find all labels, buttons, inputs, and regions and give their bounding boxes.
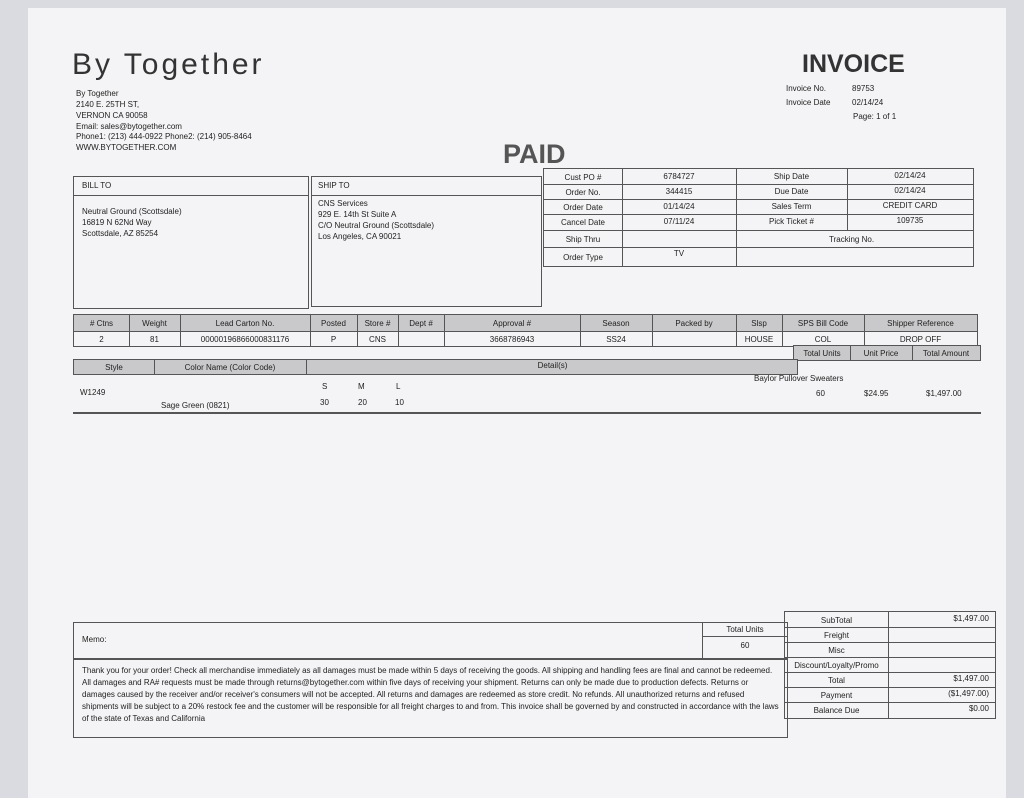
weight-label: Weight [142, 319, 167, 328]
sales-term-label: Sales Term [771, 202, 812, 211]
cancel-date-value: 07/11/24 [663, 217, 695, 226]
qty-m: 20 [358, 398, 367, 407]
order-info-grid [543, 168, 974, 267]
ship-to-line-2: 929 E. 14th St Suite A [318, 210, 397, 219]
order-date-label: Order Date [563, 203, 603, 212]
order-no-label: Order No. [565, 188, 601, 197]
sales-term-value: CREDIT CARD [882, 201, 938, 210]
company-address2: VERNON CA 90058 [76, 111, 148, 120]
bill-to-label: BILL TO [82, 181, 112, 190]
posted-value: P [330, 335, 337, 344]
balance-due-value: $0.00 [968, 704, 989, 713]
bill-to-line-2: 16819 N 62Nd Way [82, 218, 152, 227]
lead-carton-value: 00000196866000831176 [200, 335, 290, 344]
company-logo: By Together [72, 48, 265, 81]
color-header: Color Name (Color Code) [184, 363, 276, 372]
memo-label: Memo: [82, 635, 107, 644]
size-s: S [322, 382, 328, 391]
ship-date-value: 02/14/24 [894, 171, 926, 180]
invoice-date: 02/14/24 [852, 98, 884, 107]
item-unit-price: $24.95 [864, 389, 889, 398]
sps-bill-code-value: COL [814, 335, 832, 344]
packed-by-label: Packed by [675, 319, 713, 328]
paid-stamp: PAID [503, 139, 566, 169]
qty-s: 30 [320, 398, 329, 407]
pick-ticket-label: Pick Ticket # [769, 217, 814, 226]
item-color: Sage Green (0821) [161, 401, 230, 410]
sps-bill-code-label: SPS Bill Code [797, 319, 849, 328]
ship-date-label: Ship Date [773, 172, 810, 181]
company-address1: 2140 E. 25TH ST, [76, 100, 140, 109]
items-subheader [73, 359, 798, 375]
freight-label: Freight [824, 631, 849, 640]
qty-l: 10 [395, 398, 404, 407]
store-label: Store # [364, 319, 391, 328]
order-type-value: TV [673, 249, 685, 258]
shipping-details-table [73, 314, 978, 347]
approval-value: 3668786943 [489, 335, 535, 344]
page-number: Page: 1 of 1 [853, 112, 897, 121]
ship-to-line-4: Los Angeles, CA 90021 [318, 232, 402, 241]
store-value: CNS [369, 335, 386, 344]
total-units-footer-value: 60 [740, 641, 750, 650]
ctns-label: # Ctns [89, 319, 114, 328]
tracking-label: Tracking No. [829, 235, 875, 244]
shipper-reference-label: Shipper Reference [887, 319, 954, 328]
misc-label: Misc [828, 646, 845, 655]
total-label: Total [828, 676, 845, 685]
lead-carton-label: Lead Carton No. [215, 319, 275, 328]
due-date-value: 02/14/24 [894, 186, 926, 195]
subtotal-value: $1,497.00 [953, 614, 989, 623]
ship-thru-label: Ship Thru [565, 235, 601, 244]
slsp-label: Slsp [751, 319, 767, 328]
order-type-label: Order Type [563, 253, 603, 262]
dept-label: Dept # [409, 319, 433, 328]
pick-ticket-value: 109735 [896, 216, 924, 225]
company-email: Email: sales@bytogether.com [76, 122, 182, 131]
total-units-footer-label: Total Units [726, 625, 764, 634]
payment-label: Payment [820, 691, 853, 700]
bill-to-line-1: Neutral Ground (Scottsdale) [82, 207, 182, 216]
total-amount-header: Total Amount [922, 349, 970, 358]
total-units-header: Total Units [803, 349, 841, 358]
posted-label: Posted [321, 319, 346, 328]
order-date-value: 01/14/24 [663, 202, 695, 211]
items-header [793, 345, 981, 361]
invoice-no-label: Invoice No. [786, 84, 827, 93]
ship-to-line-1: CNS Services [318, 199, 368, 208]
size-l: L [396, 382, 401, 391]
cancel-date-label: Cancel Date [560, 218, 606, 227]
ship-to-label: SHIP TO [318, 181, 350, 190]
invoice-page [28, 8, 1006, 798]
ctns-value: 2 [99, 335, 104, 344]
item-total-units: 60 [816, 389, 825, 398]
terms-box [73, 658, 788, 738]
terms-text: Thank you for your order! Check all merchandise immediately as all damages must be made within 5 days of receiving the goods. All shipping and handling fees are final and cannot be redeemed. All damages and RA# requests must be made through returns@bytogether.com within five days of receiving your shipment. Returns can only be made due to production defects. Returns or damages caused by the receiver and/or receiver's consumers will not be accepted. All returns and damages are redeemed as store credit. No refunds. All unauthorized returns and refused shipments will be subject to a 20% restock fee and the customer will be responsible for all freight charges to and from. This invoice shall be governed by and constructed in accordance with the laws of the state of Texas and California [82, 666, 779, 723]
weight-value: 81 [150, 335, 159, 344]
bill-to-line-3: Scottsdale, AZ 85254 [82, 229, 159, 238]
total-value: $1,497.00 [953, 674, 989, 683]
due-date-label: Due Date [774, 187, 809, 196]
cust-po-value: 6784727 [663, 172, 695, 181]
memo-box [73, 622, 788, 660]
details-header: Detail(s) [537, 361, 568, 370]
order-no-value: 344415 [665, 187, 693, 196]
item-style: W1249 [80, 388, 106, 397]
bill-to-box [73, 176, 309, 309]
season-label: Season [602, 319, 630, 328]
shipper-reference-value: DROP OFF [899, 335, 942, 344]
discount-label: Discount/Loyalty/Promo [794, 661, 879, 670]
invoice-no: 89753 [852, 84, 875, 93]
style-header: Style [105, 363, 123, 372]
season-value: SS24 [606, 335, 626, 344]
subtotal-label: SubTotal [820, 616, 853, 625]
size-m: M [358, 382, 365, 391]
invoice-date-label: Invoice Date [786, 98, 831, 107]
company-name: By Together [76, 89, 119, 98]
company-phones: Phone1: (213) 444-0922 Phone2: (214) 905-8464 [76, 132, 252, 141]
slsp-value: HOUSE [744, 335, 774, 344]
item-total-amount: $1,497.00 [926, 389, 962, 398]
approval-label: Approval # [492, 319, 532, 328]
unit-price-header: Unit Price [863, 349, 899, 358]
company-website: WWW.BYTOGETHER.COM [76, 143, 177, 152]
balance-due-label: Balance Due [813, 706, 860, 715]
ship-to-box [311, 176, 542, 307]
cust-po-label: Cust PO # [564, 173, 602, 182]
item-description: Baylor Pullover Sweaters [754, 374, 844, 383]
items-end-rule [73, 412, 981, 414]
invoice-title: INVOICE [802, 50, 905, 78]
ship-to-line-3: C/O Neutral Ground (Scottsdale) [318, 221, 435, 230]
summary-table [784, 611, 996, 719]
payment-value: ($1,497.00) [948, 689, 989, 698]
